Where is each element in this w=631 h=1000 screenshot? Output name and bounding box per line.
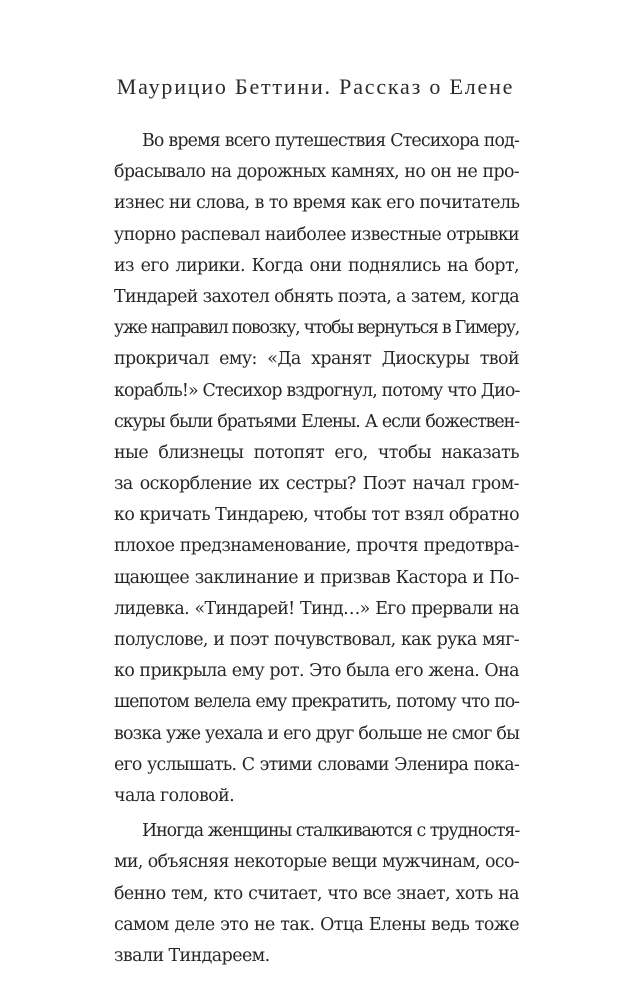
text-line: ные близнецы потопят его, чтобы наказать xyxy=(114,442,519,463)
text-line: лидевка. «Тиндарей! Тинд…» Его прервали на xyxy=(114,598,519,619)
text-line: шепотом велела ему прекратить, потому что по- xyxy=(114,692,519,713)
text-line: Во время всего путешествия Стесихора под- xyxy=(142,131,519,151)
text-line: чала головой. xyxy=(114,785,235,806)
text-line: корабль!» Стесихор вздрогнул, потому что Дио- xyxy=(114,380,520,401)
text-line: за оскорбление их сестры? Поэт начал гром- xyxy=(114,474,519,495)
text-line: из его лирики. Когда они поднялись на борт, xyxy=(114,255,519,276)
text-line: самом деле это не так. Отца Елены ведь тоже xyxy=(114,914,519,935)
text-line: скуры были братьями Елены. А если божествен- xyxy=(114,411,519,432)
text-line: его услышать. С этими словами Эленира пока- xyxy=(114,754,519,775)
text-line: возка уже уехала и его друг больше не смог бы xyxy=(114,723,520,744)
text-line: упорно распевал наиболее известные отрывки xyxy=(114,224,519,245)
text-line: звали Тиндареем. xyxy=(114,945,270,966)
text-line: уже направил повозку, чтобы вернуться в Гимеру, xyxy=(114,318,519,339)
paragraph-1 xyxy=(114,126,519,812)
paragraph-2 xyxy=(114,816,519,972)
text-line: ко прикрыла ему рот. Это была его жена. Она xyxy=(114,661,519,682)
text-line: изнес ни слова, в то время как его почитатель xyxy=(114,193,520,214)
text-line: прокричал ему: «Да хранят Диоскуры твой xyxy=(114,349,519,370)
text-line: полуслове, и поэт почувствовал, как рука мяг- xyxy=(114,630,519,650)
text-line: бенно тем, кто считает, что все знает, хоть на xyxy=(114,883,519,904)
running-header: Маурицио Беттини. Рассказ о Елене xyxy=(116,74,515,99)
body-text xyxy=(114,126,519,972)
text-line: ко кричать Тиндарею, чтобы тот взял обратно xyxy=(114,505,519,526)
text-line: Иногда женщины сталкиваются с трудностя- xyxy=(142,821,520,842)
text-line: плохое предзнаменование, прочтя предотвра- xyxy=(114,536,519,557)
text-line: брасывало на дорожных камнях, но он не про- xyxy=(114,162,519,183)
text-line: ми, объясняя некоторые вещи мужчинам, осо- xyxy=(114,852,519,873)
text-line: щающее заклинание и призвав Кастора и По- xyxy=(114,567,519,588)
text-line: Тиндарей захотел обнять поэта, а затем, когда xyxy=(114,286,519,307)
